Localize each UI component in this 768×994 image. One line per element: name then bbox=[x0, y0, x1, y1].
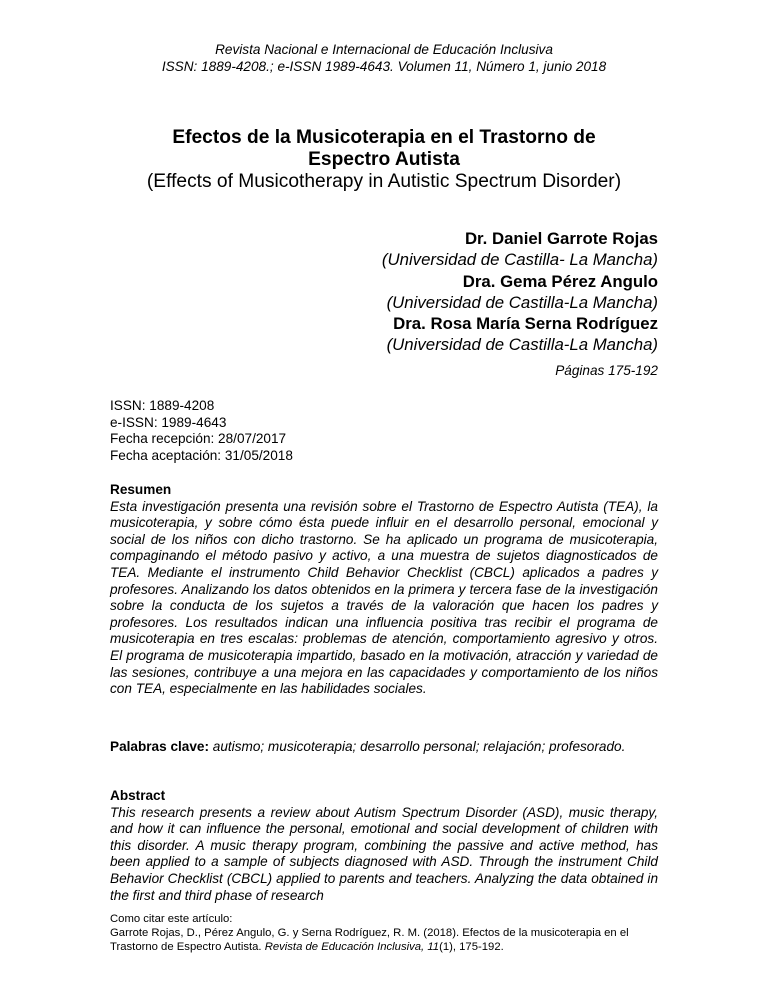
keywords-label: Palabras clave: bbox=[110, 739, 209, 754]
date-received: Fecha recepción: 28/07/2017 bbox=[110, 431, 287, 447]
abstract-text: This research presents a review about Autism Spectrum Disorder (ASD), music therapy, and how it can influence the personal, emotional and social development of children with this disorder. A music therapy program, combining the passive and active method, has been applied to a sample of subjects diagnosed with ASD. Through the instrument Child Behavior Checklist (CBCL) applied to parents and teachers. Analyzing the data obtained in the first and third phase of research bbox=[110, 804, 658, 903]
citation-issue-pages: (1), 175-192. bbox=[439, 941, 504, 954]
page-range: Páginas 175-192 bbox=[555, 363, 658, 378]
journal-name: Revista Nacional e Internacional de Educación Inclusiva bbox=[215, 42, 553, 57]
keywords-section bbox=[110, 739, 658, 756]
author-affiliation: (Universidad de Castilla-La Mancha) bbox=[386, 335, 658, 355]
resumen-heading: Resumen bbox=[110, 482, 172, 497]
issn: ISSN: 1889-4208 bbox=[110, 398, 215, 413]
citation-footnote bbox=[110, 912, 660, 955]
article-meta bbox=[110, 398, 293, 464]
authors-block bbox=[198, 228, 658, 356]
citation-text bbox=[110, 926, 660, 954]
author-affiliation: (Universidad de Castilla- La Mancha) bbox=[381, 250, 658, 270]
author-affiliation: (Universidad de Castilla-La Mancha) bbox=[386, 292, 658, 312]
title-spanish-line-1: Efectos de la Musicoterapia en el Trastorno de bbox=[172, 127, 596, 148]
journal-header bbox=[0, 41, 768, 75]
citation-authors: Garrote Rojas, D., Pérez Angulo, G. y Serna Rodríguez, R. M. (2018). Efectos de la musicoterapia en el Trastorno de Espectro Autista. bbox=[110, 927, 629, 954]
citation-label: Como citar este artículo: bbox=[110, 913, 233, 925]
journal-issn-volume: ISSN: 1889-4208.; e-ISSN 1989-4643. Volumen 11, Número 1, junio 2018 bbox=[161, 59, 607, 74]
resumen-section bbox=[110, 482, 658, 698]
article-title-block bbox=[0, 127, 768, 193]
keywords-text: autismo; musicoterapia; desarrollo personal; relajación; profesorado. bbox=[212, 739, 626, 754]
citation-journal: Revista de Educación Inclusiva, 11 bbox=[264, 941, 440, 954]
date-accepted: Fecha aceptación: 31/05/2018 bbox=[110, 447, 293, 463]
resumen-text: Esta investigación presenta una revisión sobre el Trastorno de Espectro Autista (TEA), la musicoterapia, y sobre cómo ésta puede influir en el desarrollo personal, emocional y social de los niños con dicho trastorno. Se ha aplicado un programa de musicoterapia, compaginando el método pasivo y activo, a una muestra de sujetos diagnosticados de TEA. Mediante el instrumento Child Behavior Checklist (CBCL) aplicados a padres y profesores. Analizando los datos obtenidos en la primera y tercera fase de la investigación sobre la conducta de los sujetos a través de la valoración que hacen los padres y profesores. Los resultados indican una influencia positiva tras recibir el programa de musicoterapia en tres escalas: problemas de atención, comportamiento agresivo y otros. El programa de musicoterapia impartido, basado en la motivación, atracción y variedad de las sesiones, contribuye a una mejora en las capacidades y comportamiento de los niños con TEA, especialmente en las habilidades sociales. bbox=[110, 498, 658, 697]
title-english: (Effects of Musicotherapy in Autistic Spectrum Disorder) bbox=[146, 171, 622, 192]
author-name: Dr. Daniel Garrote Rojas bbox=[464, 229, 658, 248]
author-name: Dra. Gema Pérez Angulo bbox=[462, 271, 658, 291]
eissn: e-ISSN: 1989-4643 bbox=[110, 414, 227, 430]
title-spanish-line-2: Espectro Autista bbox=[308, 149, 460, 170]
abstract-section bbox=[110, 788, 658, 904]
author-name: Dra. Rosa María Serna Rodríguez bbox=[393, 314, 658, 334]
abstract-heading: Abstract bbox=[110, 788, 166, 803]
